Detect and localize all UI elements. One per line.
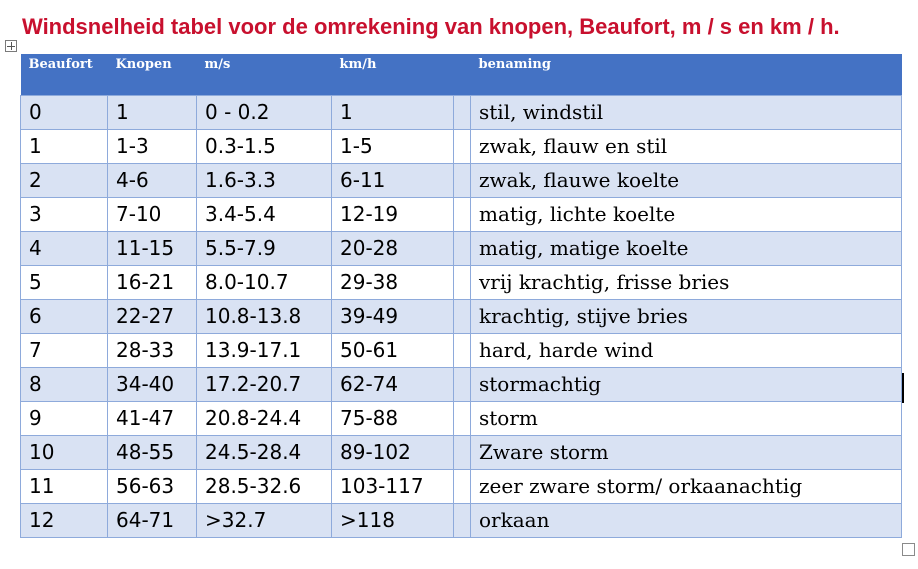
cell-ms: 17.2-20.7: [197, 367, 332, 401]
cell-knopen: 41-47: [108, 401, 197, 435]
cell-ms: 3.4-5.4: [197, 197, 332, 231]
table-resize-handle-icon[interactable]: [902, 543, 915, 556]
table-row: [21, 435, 902, 469]
cell-beaufort: 10: [21, 435, 108, 469]
cell-knopen: 16-21: [108, 265, 197, 299]
cell-beaufort: 1: [21, 129, 108, 163]
table-move-handle-icon[interactable]: [5, 40, 17, 52]
table-row: [21, 299, 902, 333]
cell-kmh: 89-102: [332, 435, 454, 469]
cell-knopen: 22-27: [108, 299, 197, 333]
table-row: [21, 469, 902, 503]
cell-benaming: stil, windstil: [471, 95, 902, 129]
cell-gap: [454, 333, 471, 367]
cell-beaufort: 6: [21, 299, 108, 333]
cell-kmh: 12-19: [332, 197, 454, 231]
table-row: [21, 95, 902, 129]
cell-benaming: hard, harde wind: [471, 333, 902, 367]
cell-gap: [454, 299, 471, 333]
cell-gap: [454, 401, 471, 435]
header-knopen: Knopen: [108, 54, 197, 95]
cell-ms: 10.8-13.8: [197, 299, 332, 333]
cell-gap: [454, 367, 471, 401]
cell-kmh: 1: [332, 95, 454, 129]
table-row: [21, 197, 902, 231]
table-row: [21, 503, 902, 537]
cell-knopen: 34-40: [108, 367, 197, 401]
cell-benaming: krachtig, stijve bries: [471, 299, 902, 333]
header-ms: m/s: [197, 54, 332, 95]
cell-beaufort: 3: [21, 197, 108, 231]
table-body: [21, 95, 902, 537]
cell-beaufort: 12: [21, 503, 108, 537]
header-benaming: benaming: [471, 54, 902, 95]
cell-knopen: 64-71: [108, 503, 197, 537]
cell-benaming: zeer zware storm/ orkaanachtig: [471, 469, 902, 503]
cell-beaufort: 5: [21, 265, 108, 299]
table-row: [21, 231, 902, 265]
windspeed-table: [20, 54, 902, 538]
cell-gap: [454, 129, 471, 163]
cell-beaufort: 11: [21, 469, 108, 503]
header-kmh: km/h: [332, 54, 454, 95]
cell-benaming: storm: [471, 401, 902, 435]
cell-ms: 0.3-1.5: [197, 129, 332, 163]
table-header-row: [21, 54, 902, 95]
cell-knopen: 7-10: [108, 197, 197, 231]
cell-ms: 24.5-28.4: [197, 435, 332, 469]
cell-kmh: 50-61: [332, 333, 454, 367]
table-row: [21, 401, 902, 435]
cell-beaufort: 7: [21, 333, 108, 367]
cell-benaming: orkaan: [471, 503, 902, 537]
cell-knopen: 1-3: [108, 129, 197, 163]
cell-gap: [454, 503, 471, 537]
cell-ms: 20.8-24.4: [197, 401, 332, 435]
table-row: [21, 163, 902, 197]
cell-knopen: 1: [108, 95, 197, 129]
cell-benaming: vrij krachtig, frisse bries: [471, 265, 902, 299]
cell-kmh: 29-38: [332, 265, 454, 299]
cell-ms: 5.5-7.9: [197, 231, 332, 265]
cell-gap: [454, 265, 471, 299]
cell-gap: [454, 95, 471, 129]
cell-knopen: 4-6: [108, 163, 197, 197]
cell-kmh: 6-11: [332, 163, 454, 197]
cell-ms: 8.0-10.7: [197, 265, 332, 299]
cell-beaufort: 0: [21, 95, 108, 129]
cell-benaming: Zware storm: [471, 435, 902, 469]
cell-knopen: 28-33: [108, 333, 197, 367]
cell-benaming: matig, matige koelte: [471, 231, 902, 265]
cell-benaming: zwak, flauw en stil: [471, 129, 902, 163]
cell-benaming: stormachtig: [471, 367, 902, 401]
cell-ms: 28.5-32.6: [197, 469, 332, 503]
header-gap: [454, 54, 471, 95]
cell-knopen: 48-55: [108, 435, 197, 469]
cell-gap: [454, 435, 471, 469]
cell-gap: [454, 231, 471, 265]
table-row: [21, 129, 902, 163]
cell-gap: [454, 197, 471, 231]
table-row: [21, 265, 902, 299]
page-title: Windsnelheid tabel voor de omrekening van knopen, Beaufort, m / s en km / h.: [22, 14, 840, 39]
cell-kmh: 39-49: [332, 299, 454, 333]
cell-benaming: matig, lichte koelte: [471, 197, 902, 231]
cell-beaufort: 2: [21, 163, 108, 197]
cell-benaming: zwak, flauwe koelte: [471, 163, 902, 197]
cell-beaufort: 9: [21, 401, 108, 435]
cell-gap: [454, 163, 471, 197]
cell-kmh: 103-117: [332, 469, 454, 503]
cell-ms: 13.9-17.1: [197, 333, 332, 367]
cell-kmh: 20-28: [332, 231, 454, 265]
cell-ms: 1.6-3.3: [197, 163, 332, 197]
cell-beaufort: 8: [21, 367, 108, 401]
cell-kmh: 1-5: [332, 129, 454, 163]
table-row: [21, 333, 902, 367]
cell-beaufort: 4: [21, 231, 108, 265]
cell-knopen: 11-15: [108, 231, 197, 265]
cell-gap: [454, 469, 471, 503]
cell-knopen: 56-63: [108, 469, 197, 503]
text-cursor: [902, 373, 904, 403]
cell-kmh: 75-88: [332, 401, 454, 435]
cell-ms: >32.7: [197, 503, 332, 537]
cell-kmh: 62-74: [332, 367, 454, 401]
cell-kmh: >118: [332, 503, 454, 537]
table-row: [21, 367, 902, 401]
header-beaufort: Beaufort: [21, 54, 108, 95]
cell-ms: 0 - 0.2: [197, 95, 332, 129]
